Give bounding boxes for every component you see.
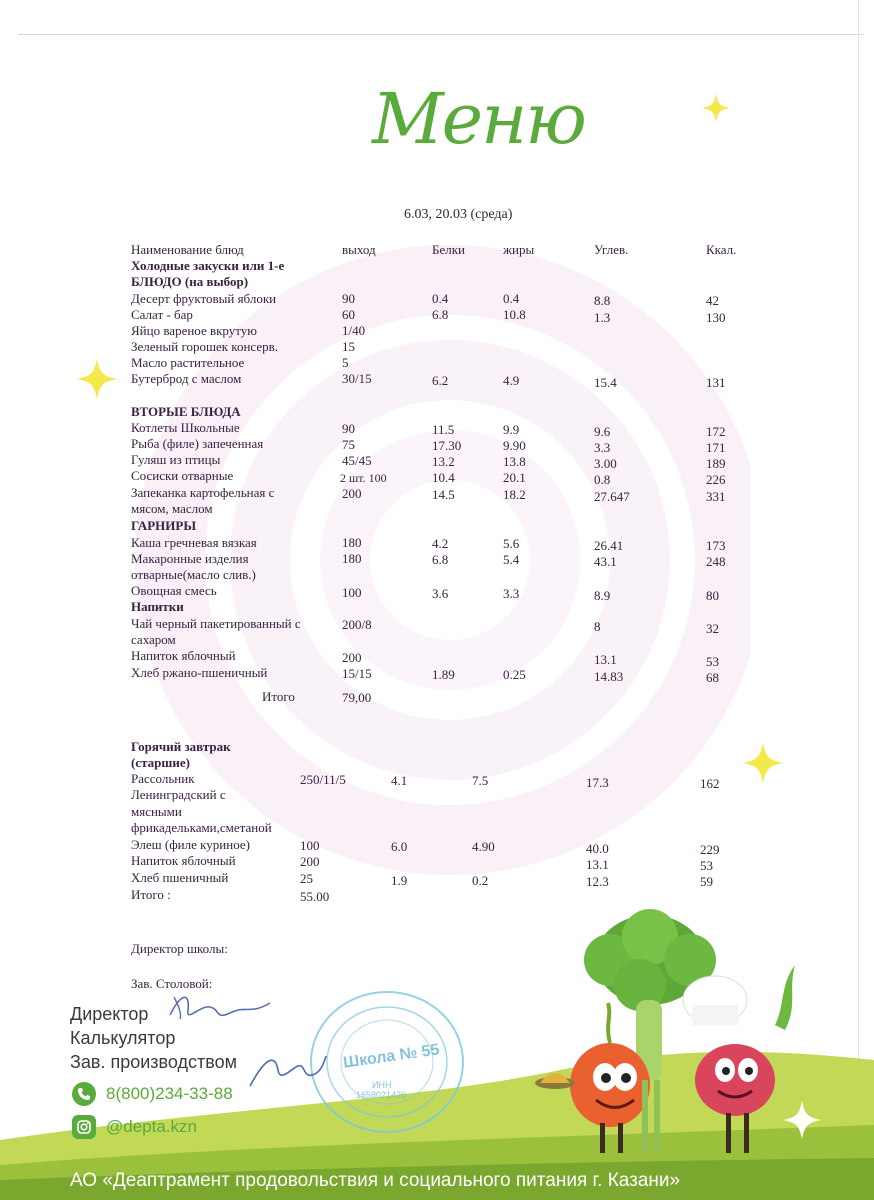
section-heading: Напитки: [131, 599, 184, 614]
dish-kcal: 68: [706, 670, 719, 685]
dish-fat: 0.2: [472, 873, 489, 888]
dish-fat: 4.90: [472, 839, 495, 854]
dish-name: Яйцо вареное вкрутую: [131, 323, 257, 338]
footer-director-label: Директор: [70, 1004, 149, 1024]
dish-name: Котлеты Школьные: [131, 420, 240, 435]
dish-kcal: 171: [706, 440, 726, 455]
dish-name: Гуляш из птицы: [131, 452, 221, 467]
col-out-header: выход: [342, 242, 376, 257]
dish-out: 200: [342, 486, 362, 501]
dish-name-cont: фрикадельками,сметаной: [131, 820, 272, 835]
dish-carbs: 8.8: [594, 293, 611, 308]
footer-production-label: Зав. производством: [70, 1052, 237, 1072]
dish-fat: 3.3: [503, 586, 520, 601]
dish-name-cont: мясом, маслом: [131, 501, 213, 516]
dish-carbs: 0.8: [594, 472, 611, 487]
dish-out: 60: [342, 307, 355, 322]
dish-carbs: 9.6: [594, 424, 611, 439]
page-title: Меню: [372, 78, 585, 160]
stamp-school-name: Школа № 55: [342, 1041, 441, 1072]
dish-name-cont: Ленинградский с: [131, 787, 226, 802]
dish-protein: 4.2: [432, 536, 449, 551]
dish-name: Десерт фруктовый яблоки: [131, 291, 277, 306]
dish-carbs: 3.00: [594, 456, 617, 471]
total-label: Итого: [262, 689, 295, 704]
dish-kcal: 42: [706, 293, 719, 308]
dish-carbs: 13.1: [586, 857, 609, 872]
scan-edge-right: [858, 0, 859, 1200]
sparkle-star-icon: [74, 356, 120, 402]
dish-fat: 5.4: [503, 552, 520, 567]
dish-fat: 5.6: [503, 536, 520, 551]
dish-carbs: 3.3: [594, 440, 611, 455]
dish-protein: 6.0: [391, 839, 408, 854]
dish-carbs: 1.3: [594, 310, 611, 325]
dish-protein: 1.89: [432, 667, 455, 682]
signature-scribble: [240, 1048, 330, 1093]
dish-out: 180: [342, 535, 362, 550]
dish-out: 15/15: [342, 666, 372, 681]
dish-kcal: 130: [706, 310, 726, 325]
dish-kcal: 226: [706, 472, 726, 487]
instagram-icon: [72, 1115, 96, 1139]
col-fat-header: жиры: [503, 242, 535, 257]
dish-carbs: 8: [594, 619, 601, 634]
dish-protein: 13.2: [432, 454, 455, 469]
dish-name: Каша гречневая вязкая: [131, 535, 257, 550]
dish-carbs: 26.41: [594, 538, 624, 553]
dish-carbs: 40.0: [586, 841, 609, 856]
dish-out: 200: [342, 650, 362, 665]
section-heading: Холодные закуски или 1-е: [131, 258, 285, 273]
dish-carbs: 13.1: [594, 652, 617, 667]
dish-fat: 20.1: [503, 470, 526, 485]
dish-fat: 0.4: [503, 291, 520, 306]
section-heading: ГАРНИРЫ: [131, 518, 197, 533]
sparkle-star-icon: [740, 740, 786, 786]
dish-fat: 9.9: [503, 422, 520, 437]
dish-kcal: 53: [706, 654, 719, 669]
scan-edge-line: [18, 34, 864, 35]
dish-kcal: 248: [706, 554, 726, 569]
dish-kcal: 53: [700, 858, 713, 873]
dish-out: 100: [342, 585, 362, 600]
dish-name: Макаронные изделия: [131, 551, 249, 566]
dish-kcal: 162: [700, 776, 720, 791]
dish-name: Масло растительное: [131, 355, 245, 370]
dish-name: Напиток яблочный: [131, 648, 236, 663]
section-heading: (старшие): [131, 755, 190, 770]
total-value: 79,00: [342, 690, 372, 705]
dish-name: Напиток яблочный: [131, 853, 236, 868]
dish-kcal: 80: [706, 588, 719, 603]
col-kcal-header: Ккал.: [706, 242, 737, 257]
total-value: 55.00: [300, 889, 330, 904]
dish-fat: 0.25: [503, 667, 526, 682]
dish-name: Запеканка картофельная с: [131, 485, 275, 500]
dish-carbs: 14.83: [594, 669, 624, 684]
sparkle-star-icon: [700, 92, 732, 124]
section-heading: БЛЮДО (на выбор): [131, 274, 249, 289]
dish-kcal: 189: [706, 456, 726, 471]
dish-out: 75: [342, 437, 355, 452]
col-carbs-header: Углев.: [594, 242, 629, 257]
dish-name: Хлеб пшеничный: [131, 870, 229, 885]
dish-kcal: 131: [706, 375, 726, 390]
dish-carbs: 8.9: [594, 588, 611, 603]
footer-calculator-label: Калькулятор: [70, 1028, 176, 1048]
dish-name: Салат - бар: [131, 307, 193, 322]
instagram-handle[interactable]: @depta.kzn: [106, 1117, 197, 1136]
dish-carbs: 27.647: [594, 489, 630, 504]
sparkle-star-icon: [780, 1098, 824, 1142]
dish-fat: 7.5: [472, 773, 489, 788]
dish-out: 90: [342, 291, 355, 306]
dish-name: Рыба (филе) запеченная: [131, 436, 264, 451]
dish-kcal: 331: [706, 489, 726, 504]
dish-name-cont: мясными: [131, 804, 182, 819]
dish-out: 200: [300, 854, 320, 869]
dish-kcal: 59: [700, 874, 713, 889]
dish-fat: 9.90: [503, 438, 526, 453]
dish-kcal: 229: [700, 842, 720, 857]
dish-kcal: 173: [706, 538, 726, 553]
dish-carbs: 17.3: [586, 775, 609, 790]
dish-name: Рассольник: [131, 771, 195, 786]
col-protein-header: Белки: [432, 242, 465, 257]
dish-fat: 10.8: [503, 307, 526, 322]
footer-company-name: АО «Деаптрамент продовольствия и социального питания г. Казани»: [70, 1170, 681, 1191]
dish-carbs: 15.4: [594, 375, 617, 390]
dish-protein: 0.4: [432, 291, 449, 306]
dish-out: 15: [342, 339, 355, 354]
menu-date: 6.03, 20.03 (среда): [404, 207, 513, 222]
director-school-label: Директор школы:: [131, 941, 228, 956]
dish-name-cont: сахаром: [131, 632, 176, 647]
dish-fat: 13.8: [503, 454, 526, 469]
dish-out: 1/40: [342, 323, 366, 338]
dish-protein: 1.9: [391, 873, 408, 888]
dish-protein: 3.6: [432, 586, 449, 601]
dish-out: 5: [342, 355, 349, 370]
dish-out: 30/15: [342, 371, 372, 386]
dish-out: 25: [300, 871, 313, 886]
dish-protein: 14.5: [432, 487, 455, 502]
dish-protein: 6.8: [432, 307, 449, 322]
dish-name: Зеленый горошек консерв.: [131, 339, 278, 354]
dish-out: 250/11/5: [300, 772, 346, 787]
dish-name: Сосиски отварные: [131, 468, 234, 483]
dish-out: 180: [342, 551, 362, 566]
dish-carbs: 12.3: [586, 874, 609, 889]
dish-protein: 4.1: [391, 773, 408, 788]
dish-carbs: 43.1: [594, 554, 617, 569]
dish-protein: 11.5: [432, 422, 455, 437]
phone-icon: [72, 1082, 96, 1106]
stamp-inn: 1658021420: [356, 1090, 407, 1100]
dish-name: Хлеб ржано-пшеничный: [131, 665, 268, 680]
dish-fat: 4.9: [503, 373, 520, 388]
section-heading: ВТОРЫЕ БЛЮДА: [131, 404, 241, 419]
dish-protein: 17.30: [432, 438, 462, 453]
dish-out: 100: [300, 838, 320, 853]
dish-name: Овощная смесь: [131, 583, 217, 598]
dish-out: 45/45: [342, 453, 372, 468]
col-name-header: Наименование блюд: [131, 242, 244, 257]
dish-kcal: 172: [706, 424, 726, 439]
dish-protein: 6.2: [432, 373, 449, 388]
dish-name: Чай черный пакетированный с: [131, 616, 301, 631]
dish-out: 200/8: [342, 617, 372, 632]
dish-protein: 6.8: [432, 552, 449, 567]
phone-number[interactable]: 8(800)234-33-88: [106, 1084, 233, 1103]
dish-name: Элеш (филе куриное): [131, 837, 250, 852]
dish-kcal: 32: [706, 621, 719, 636]
dish-name-cont: отварные(масло слив.): [131, 567, 256, 582]
stamp-inn-label: ИНН: [372, 1080, 392, 1090]
dish-name: Бутерброд с маслом: [131, 371, 242, 386]
dish-out: 2 шт. 100: [340, 471, 387, 485]
total-label: Итого :: [131, 887, 171, 902]
dish-protein: 10.4: [432, 470, 455, 485]
signature-scribble: [160, 985, 280, 1030]
dish-fat: 18.2: [503, 487, 526, 502]
dish-out: 90: [342, 421, 355, 436]
canteen-head-label: Зав. Столовой:: [131, 976, 213, 991]
section-heading: Горячий завтрак: [131, 739, 231, 754]
